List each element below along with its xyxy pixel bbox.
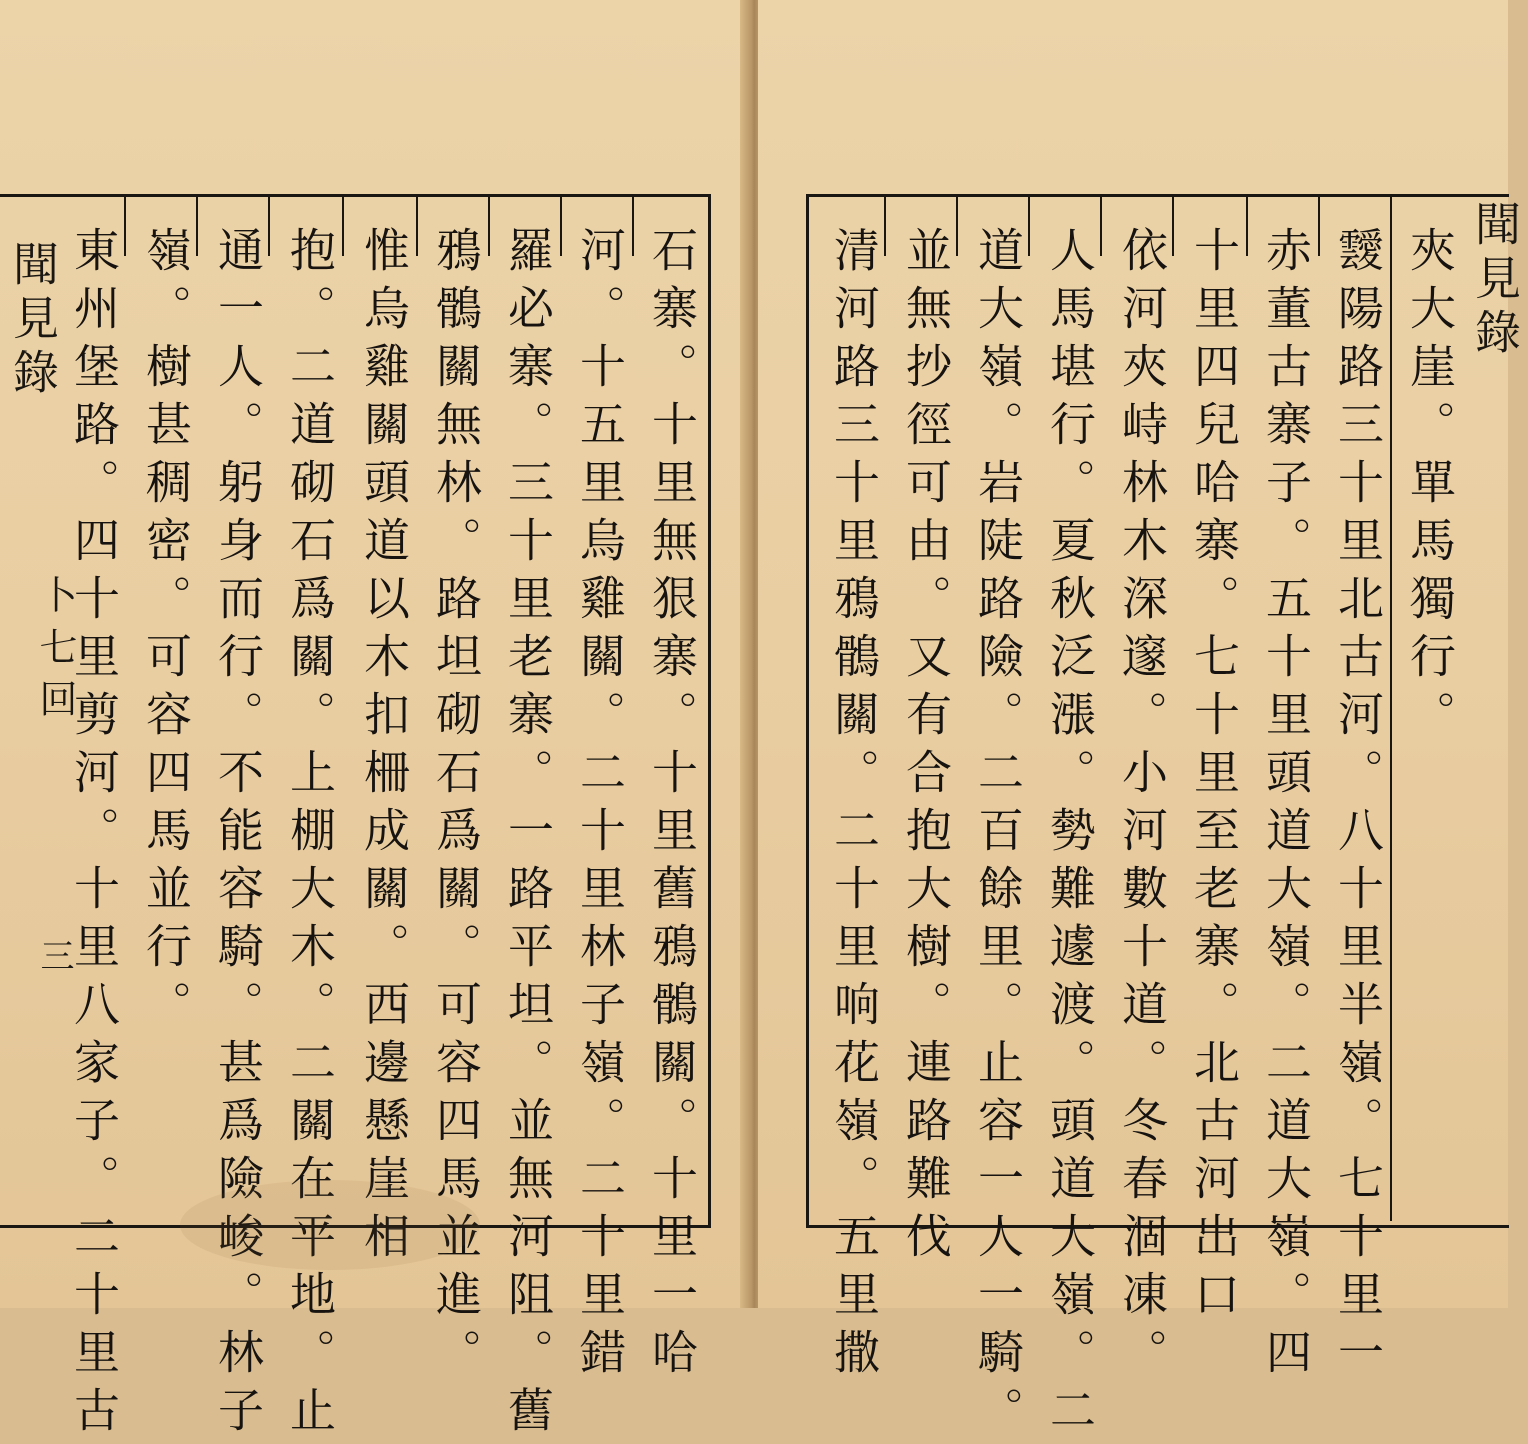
column-rule	[1100, 196, 1102, 256]
column-rule	[956, 196, 958, 256]
margin-title-right: 聞見錄	[1468, 200, 1522, 362]
column-rule	[1318, 196, 1320, 256]
text-column-r9: 清河路三十里鴉鶻關。二十里响花嶺。五里撒	[827, 226, 881, 1386]
column-rule	[884, 196, 886, 256]
column-rule	[1246, 196, 1248, 256]
margin-title: 聞見錄	[6, 240, 60, 402]
text-column-r1: 夾大崖。單馬獨行。	[1403, 226, 1457, 748]
text-column-r8: 並無抄徑可由。又有合抱大樹。連路難伐	[899, 226, 953, 1270]
text-column-r6: 人馬堪行。夏秋泛漲。勢難遽渡。頭道大嶺。二	[1043, 226, 1097, 1444]
column-rule	[488, 196, 490, 256]
text-column-6: 抱。二道砌石爲關。上棚大木。二關在平地。止	[283, 226, 337, 1444]
text-column-r5: 依河夾峙林木深邃。小河數十道。冬春涸凍。	[1115, 226, 1169, 1386]
text-column-4: 鴉鶻關無林。路坦砌石爲關。可容四馬並進。	[429, 226, 483, 1386]
text-column-r4: 十里四兒哈寨。七十里至老寨。北古河出口	[1187, 226, 1241, 1328]
text-column-1: 石寨。十里無狠寨。十里舊鴉鶻關。十里一哈	[645, 226, 699, 1386]
text-column-5: 惟烏雞關頭道以木扣柵成關。西邊懸崖相	[357, 226, 411, 1270]
text-column-r3: 赤董古寨子。五十里頭道大嶺。二道大嶺。四	[1259, 226, 1313, 1386]
page-number: 三	[34, 938, 74, 972]
text-column-r2: 靉陽路三十里北古河。八十里半嶺。七十里一	[1331, 226, 1385, 1386]
column-rule	[1390, 196, 1392, 1221]
text-column-3: 羅必寨。三十里老寨。一路平坦。並無河阻。舊	[501, 226, 555, 1444]
column-rule	[416, 196, 418, 256]
column-rule	[560, 196, 562, 256]
text-column-r7: 道大嶺。岩陡路險。二百餘里。止容一人一騎。	[971, 226, 1025, 1444]
margin-folio: 卜七回	[33, 575, 77, 731]
column-rule	[124, 196, 126, 256]
column-rule	[342, 196, 344, 256]
column-rule	[1028, 196, 1030, 256]
column-rule	[268, 196, 270, 256]
column-rule	[196, 196, 198, 256]
text-column-9: 東州堡路。四十里剪河。十里八家子。二十里古	[67, 226, 121, 1444]
paper-stain	[180, 1180, 480, 1270]
text-column-2: 河。十五里烏雞關。二十里林子嶺。二十里錯	[573, 226, 627, 1386]
column-rule	[1172, 196, 1174, 256]
left-page	[0, 0, 748, 1444]
column-rule	[632, 196, 634, 256]
text-column-8: 嶺。樹甚稠密。可容四馬並行。	[139, 226, 193, 1038]
text-column-7: 通一人。躬身而行。不能容騎。甚爲險峻。林子	[211, 226, 265, 1444]
